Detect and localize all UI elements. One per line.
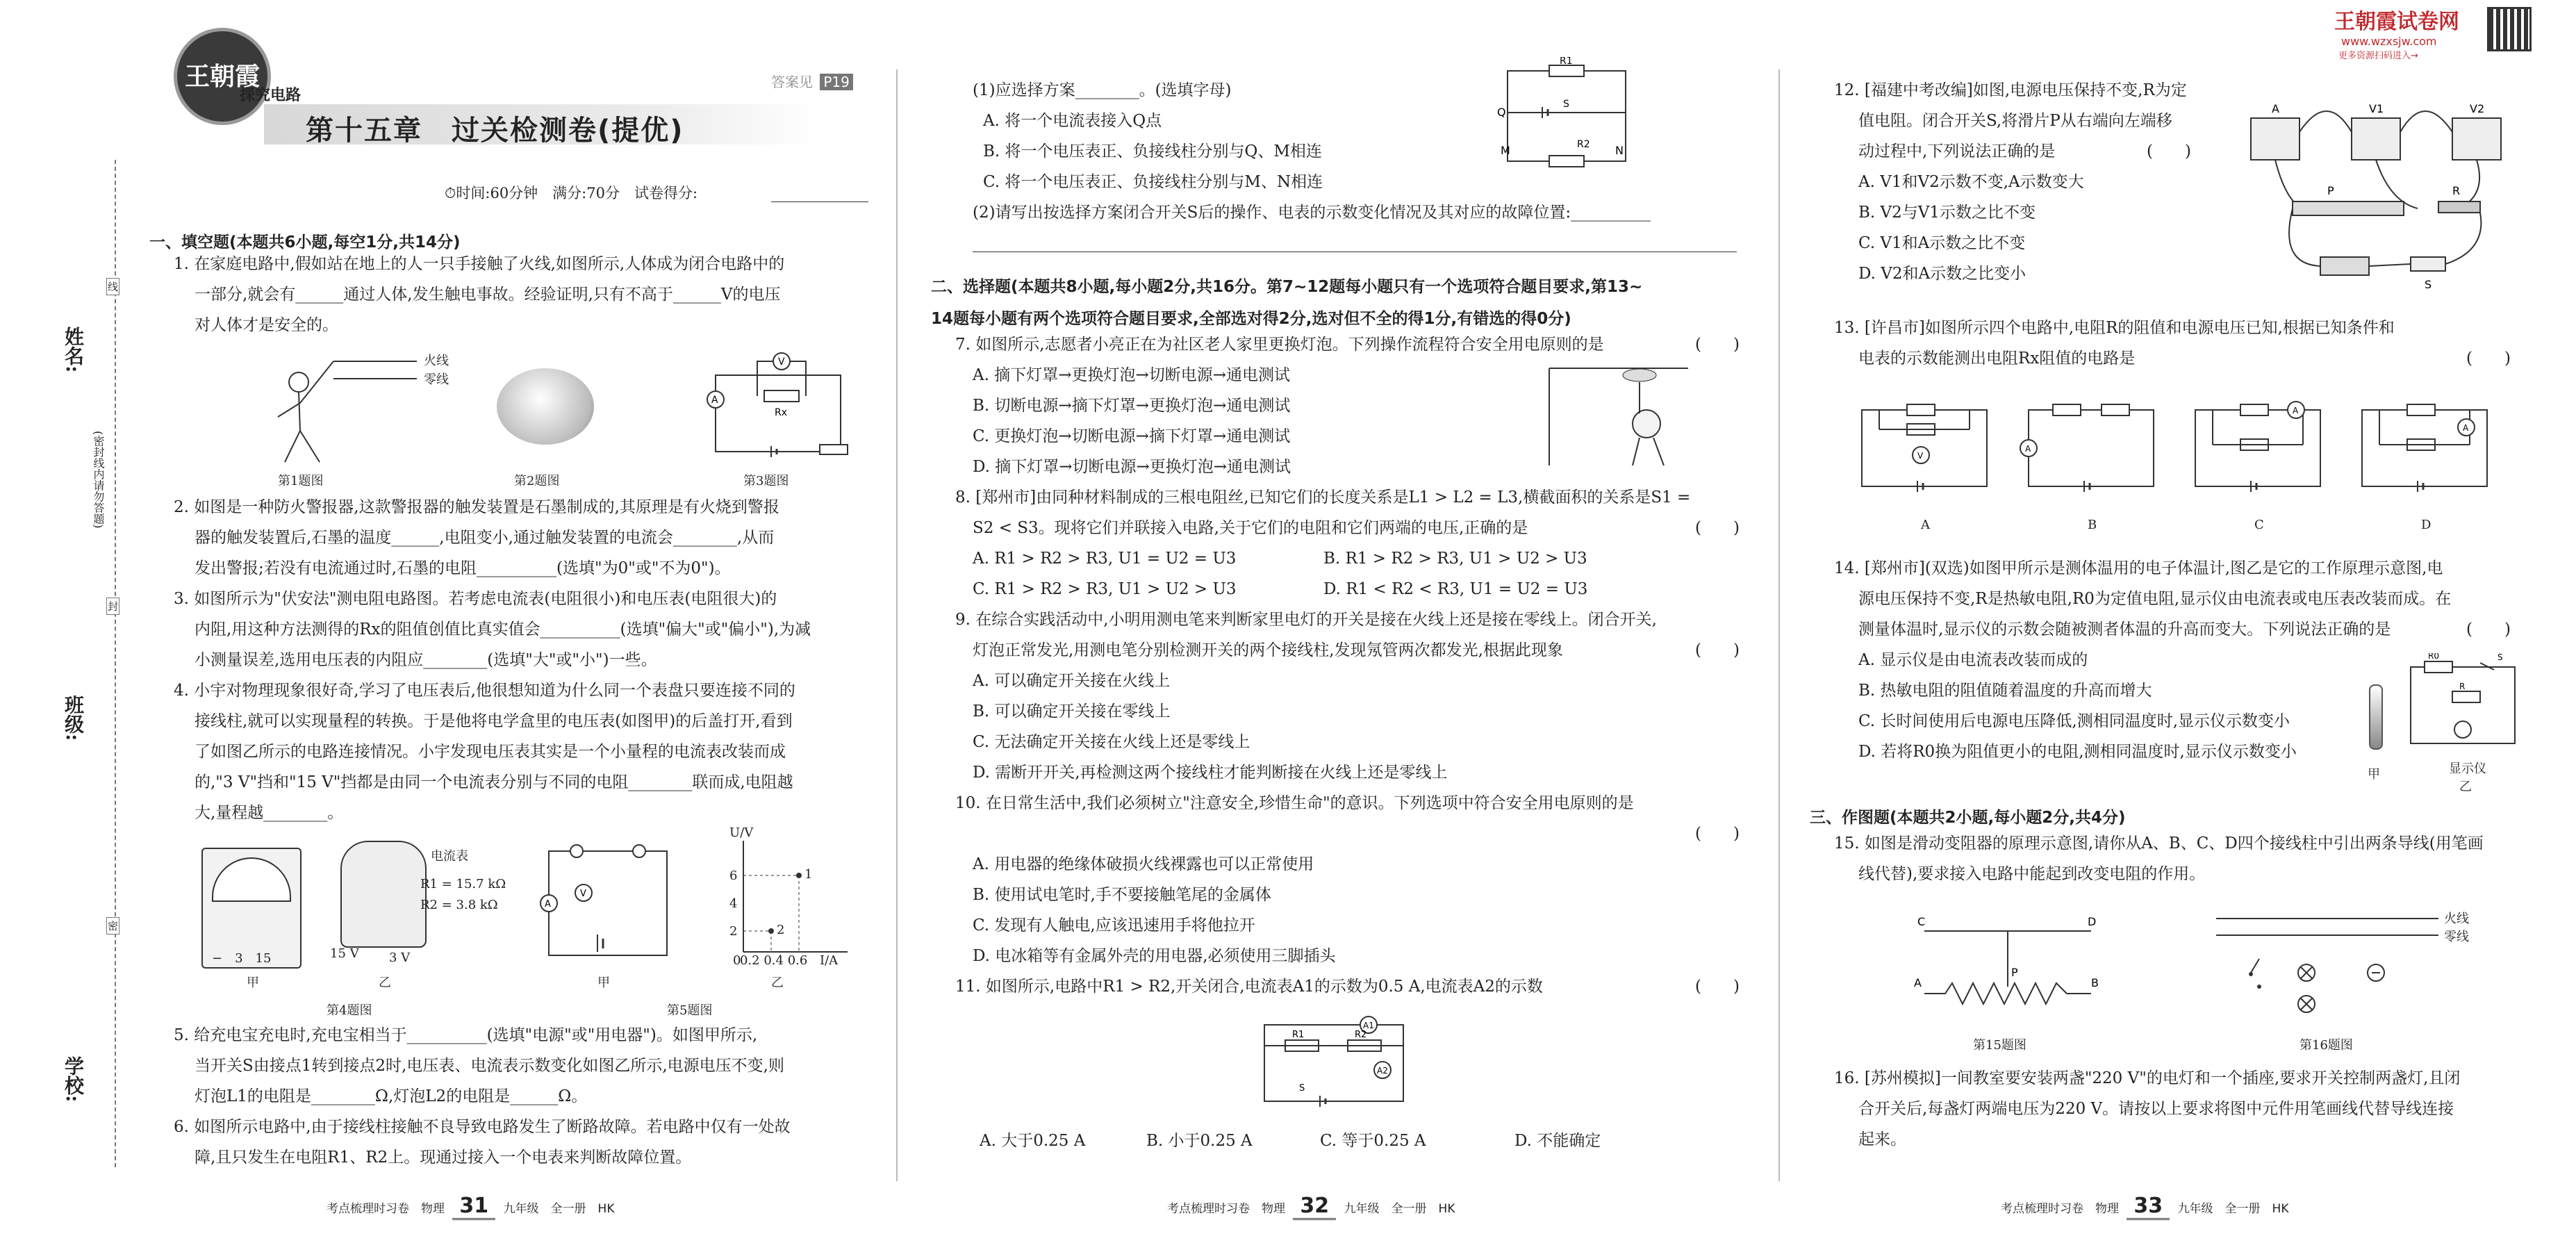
q7-option-b: B. 切断电源→摘下灯罩→更换灯泡→通电测试 — [973, 397, 1291, 415]
svg-text:M: M — [1501, 144, 1510, 157]
q14-line3: 测量体温时,显示仪的示数会随被测者体温的升高而变大。下列说法正确的是 — [1858, 620, 2391, 639]
svg-text:N: N — [1615, 144, 1624, 157]
q11-answer-paren[interactable]: ( ) — [1695, 978, 1740, 996]
fig2-smoke-detector — [497, 368, 594, 445]
q6-circuit — [1494, 57, 1646, 175]
fig5-origin: 0 — [733, 953, 741, 968]
footer-32-left: 考点梳理时习卷 物理 — [1167, 1202, 1285, 1216]
q12-line2: 值电阻。闭合开关S,将滑片P从右端向左端移 — [1858, 112, 2172, 130]
q10-stem: 10. 在日常生活中,我们必须树立"注意安全,珍惜生命"的意识。下列选项中符合安全用电原则的是 — [955, 794, 1634, 812]
q7-option-a: A. 摘下灯罩→更换灯泡→切断电源→通电测试 — [973, 366, 1291, 384]
q14-answer-paren[interactable]: ( ) — [2466, 620, 2511, 639]
svg-text:R2: R2 — [1577, 139, 1590, 150]
fig4-caption: 第4题图 — [327, 1003, 372, 1018]
fig4-label-r1: R1 = 15.7 kΩ — [420, 877, 506, 891]
q12-option-b: B. V2与V1示数之比不变 — [1858, 204, 2036, 222]
footer-32-right: 九年级 全一册 HK — [1344, 1202, 1455, 1216]
site-title: 王朝霞试卷网 — [2334, 10, 2459, 34]
q7-option-c: C. 更换灯泡→切断电源→摘下灯罩→通电测试 — [973, 427, 1291, 445]
page-number-32: 32 — [1293, 1194, 1336, 1220]
q8-answer-paren[interactable]: ( ) — [1695, 519, 1740, 537]
q2-line1: 2. 如图是一种防火警报器,这款警报器的触发装置是石墨制成的,其原理是有火烧到警报 — [174, 498, 779, 516]
answer-ref-label: 答案见 — [771, 74, 813, 90]
fig1-caption: 第1题图 — [278, 474, 324, 488]
class-label: 班级: — [62, 695, 85, 741]
q6-part1: (1)应选择方案________。(选填字母) — [973, 81, 1232, 99]
q10-option-c: C. 发现有人触电,应该迅速用手将他拉开 — [973, 916, 1255, 935]
q10-option-b: B. 使用试电笔时,手不要接触笔尾的金属体 — [973, 886, 1271, 904]
q14-option-a: A. 显示仪是由电流表改装而成的 — [1858, 651, 2088, 669]
q12-circuit-figure — [2237, 90, 2529, 292]
fig5-y2: 2 — [729, 924, 738, 939]
q7-figure-person-lamp — [1542, 361, 1695, 466]
footer-33-left: 考点梳理时习卷 物理 — [2001, 1202, 2119, 1216]
svg-text:P: P — [2327, 184, 2334, 197]
q4-line5: 大,量程越________。 — [195, 804, 344, 822]
school-label: 学校: — [62, 1056, 85, 1103]
svg-text:S: S — [2425, 278, 2432, 291]
q3-line2: 内阻,用这种方法测得的Rx的阻值创值比真实值会__________(选填"偏大"或"偏小"),为减 — [195, 620, 811, 639]
q13-caption-b: B — [2088, 518, 2097, 532]
seal-mark-2: 封 — [106, 598, 119, 615]
answer-ref — [771, 71, 853, 91]
seal-mark-3: 密 — [106, 917, 119, 935]
svg-text:V2: V2 — [2470, 102, 2485, 115]
fig5-y6: 6 — [729, 869, 738, 883]
q14-option-b: B. 热敏电阻的阻值随着温度的升高而增大 — [1858, 682, 2152, 700]
q16-label-neutral: 零线 — [2444, 930, 2469, 944]
q7-answer-paren[interactable]: ( ) — [1695, 336, 1740, 354]
fig5-ylabel: U/V — [729, 825, 754, 840]
section-fill-heading: 一、填空题(本题共6小题,每空1分,共14分) — [149, 233, 461, 252]
fig4-caption-yi: 乙 — [379, 976, 391, 990]
fig5-caption-jia: 甲 — [597, 976, 610, 990]
page-number-31: 31 — [452, 1194, 495, 1220]
q5-line2: 当开关S由接点1转到接点2时,电压表、电流表示数变化如图乙所示,电源电压不变,则 — [195, 1057, 784, 1075]
fig1-person-circuit — [257, 347, 438, 466]
q13-circuit-c — [2185, 389, 2331, 500]
seal-line — [115, 160, 116, 1167]
q14-option-c: C. 长时间使用后电源电压降低,测相同温度时,显示仪示数变小 — [1858, 712, 2290, 730]
svg-text:A1: A1 — [1363, 1021, 1374, 1030]
svg-text:R2: R2 — [1355, 1030, 1367, 1040]
fig4-label-3v: 3 V — [389, 950, 411, 965]
svg-text:P: P — [2011, 966, 2018, 979]
q6-part2: (2)请写出按选择方案闭合开关S后的操作、电表的示数变化情况及其对应的故障位置:__________ — [973, 204, 1651, 222]
svg-text:Rx: Rx — [775, 407, 788, 418]
q1-line1: 1. 在家庭电路中,假如站在地上的人一只手接触了火线,如图所示,人体成为闭合电路中的 — [174, 255, 785, 273]
q12-option-d: D. V2和A示数之比变小 — [1858, 265, 2026, 283]
q14-caption-yi: 乙 — [2459, 780, 2472, 794]
fig5-xlabel: I/A — [820, 953, 839, 968]
svg-text:V: V — [1917, 451, 1924, 461]
q16-line1: 16. [苏州模拟]一间教室要安装两盏"220 V"的电灯和一个插座,要求开关控制两盏灯,且闭 — [1834, 1069, 2461, 1087]
fig3-voltammeter-circuit — [702, 347, 861, 459]
fig2-caption: 第2题图 — [514, 474, 560, 488]
fig5-point2: 2 — [777, 923, 785, 937]
site-slogan: 更多资源扫码进入→ — [2338, 51, 2418, 61]
q16-line3: 起来。 — [1858, 1130, 1906, 1149]
svg-text:A: A — [2293, 406, 2299, 415]
footer-33-right: 九年级 全一册 HK — [2177, 1202, 2289, 1216]
q9-option-b: B. 可以确定开关接在零线上 — [973, 702, 1171, 721]
logo-text: 王朝霞 — [184, 62, 260, 91]
q5-line3: 灯泡L1的电阻是________Ω,灯泡L2的电阻是______Ω。 — [195, 1087, 588, 1105]
footer-page-33 — [2001, 1194, 2289, 1220]
svg-text:V: V — [580, 889, 586, 899]
svg-text:S: S — [1563, 99, 1569, 110]
svg-text:Q: Q — [1497, 106, 1506, 119]
q14-circuit — [2404, 653, 2522, 757]
q2-line3: 发出警报;若没有电流通过时,石墨的电阻__________(选填"为0"或"不为0")。 — [195, 559, 731, 577]
q4-line4: 的,"3 V"挡和"15 V"挡都是由同一个电流表分别与不同的电阻________联而成,电阻越 — [195, 773, 793, 791]
q15-rheostat[interactable] — [1904, 917, 2112, 1021]
svg-text:R1: R1 — [1292, 1030, 1305, 1040]
q12-answer-paren[interactable]: ( ) — [2147, 142, 2191, 160]
svg-text:V: V — [778, 356, 785, 368]
footer-31-left: 考点梳理时习卷 物理 — [327, 1202, 445, 1216]
q15-line2: 线代替),要求接入电路中能起到改变电阻的作用。 — [1858, 865, 2206, 883]
qr-code[interactable] — [2487, 7, 2532, 51]
q12-line1: 12. [福建中考改编]如图,电源电压保持不变,R为定 — [1834, 81, 2187, 99]
q8-line1: 8. [郑州市]由同种材料制成的三根电阻丝,已知它们的长度关系是L1 > L2 = L3,横截面积的关系是S1 = — [955, 488, 1691, 507]
fig4-caption-jia: 甲 — [247, 976, 259, 990]
q6-line2: 障,且只发生在电阻R1、R2上。现通过接入一个电表来判断故障位置。 — [195, 1149, 692, 1167]
q1-line2: 一部分,就会有______通过人体,发生触电事故。经验证明,只有不高于______V的电压 — [195, 286, 781, 304]
svg-text:S: S — [2497, 653, 2503, 662]
q13-answer-paren[interactable]: ( ) — [2466, 349, 2511, 368]
q4-line2: 接线柱,就可以实现量程的转换。于是他将电学盒里的电压表(如图甲)的后盖打开,看到 — [195, 712, 793, 730]
footer-31-right: 九年级 全一册 HK — [503, 1202, 615, 1216]
svg-text:C: C — [1917, 917, 1926, 928]
score-line[interactable] — [771, 201, 868, 202]
q14-line1: 14. [郑州市](双选)如图甲所示是测体温用的电子体温计,图乙是它的工作原理示意图,电 — [1834, 559, 2443, 577]
q16-label-live: 火线 — [2444, 912, 2469, 926]
logo-badge — [174, 28, 271, 125]
q8-line2: S2 < S3。现将它们并联接入电路,关于它们的电阻和它们两端的电压,正确的是 — [973, 519, 1528, 537]
q9-answer-paren[interactable]: ( ) — [1695, 641, 1740, 659]
svg-text:A: A — [1914, 976, 1922, 989]
q11-stem: 11. 如图所示,电路中R1 > R2,开关闭合,电流表A1的示数为0.5 A,电流表A2的示数 — [955, 978, 1543, 996]
fig1-label-live: 火线 — [424, 354, 449, 368]
fig4-label-15v: 15 V — [330, 946, 359, 961]
q11-option-c: C. 等于0.25 A — [1320, 1132, 1426, 1150]
q9-line1: 9. 在综合实践活动中,小明用测电笔来判断家里电灯的开关是接在火线上还是接在零线上。闭合开关, — [955, 611, 1657, 629]
q14-thermometer — [2369, 684, 2383, 750]
q9-option-c: C. 无法确定开关接在火线上还是零线上 — [973, 733, 1250, 751]
fig5-y4: 4 — [729, 896, 738, 911]
svg-text:A: A — [545, 899, 551, 909]
q3-line3: 小测量误差,选用电压表的内阻应________(选填"大"或"小")一些。 — [195, 651, 657, 669]
footer-page-31 — [327, 1194, 615, 1220]
q13-line1: 13. [许昌市]如图所示四个电路中,电阻R的阻值和电源电压已知,根据已知条件和 — [1834, 319, 2395, 337]
svg-text:S: S — [1299, 1083, 1305, 1094]
svg-text:R: R — [2459, 682, 2466, 691]
fig4-label-r2: R2 = 3.8 kΩ — [420, 898, 498, 912]
fig5-caption-yi: 乙 — [771, 976, 784, 990]
fig4-terminals: − 3 15 — [212, 951, 272, 966]
seal-mark-1: 线 — [106, 278, 119, 295]
page-title: 第十五章 过关检测卷(提优) — [306, 115, 684, 147]
fig1-label-neutral: 零线 — [424, 372, 449, 387]
q10-option-d: D. 电冰箱等有金属外壳的用电器,必须使用三脚插头 — [973, 947, 1336, 965]
footer-page-32 — [1167, 1194, 1455, 1220]
svg-text:V1: V1 — [2369, 102, 2384, 115]
svg-text:R1: R1 — [1560, 57, 1573, 67]
q14-line2: 源电压保持不变,R是热敏电阻,R0为定值电阻,显示仪由电流表或电压表改装而成。在 — [1858, 590, 2452, 608]
fig5-circuit — [535, 837, 674, 962]
q11-option-b: B. 小于0.25 A — [1146, 1132, 1253, 1150]
q7-stem: 7. 如图所示,志愿者小亮正在为社区老人家里更换灯泡。下列操作流程符合安全用电原则的是 — [955, 336, 1604, 354]
q11-circuit — [1250, 1011, 1424, 1115]
q9-line2: 灯泡正常发光,用测电笔分别检测开关的两个接线柱,发现氖管两次都发光,根据此现象 — [973, 641, 1563, 659]
page-number-33: 33 — [2127, 1194, 2170, 1220]
q6-option-b: B. 将一个电压表正、负接线柱分别与Q、M相连 — [983, 142, 1322, 160]
exam-meta: ⏱时间:60分钟 满分:70分 试卷得分: — [445, 185, 698, 201]
q11-option-a: A. 大于0.25 A — [980, 1132, 1086, 1150]
answer-page-badge[interactable]: P19 — [820, 74, 853, 90]
q13-circuit-b — [2018, 389, 2164, 500]
q14-caption-display: 显示仪 — [2449, 762, 2486, 776]
q12-option-c: C. V1和A示数之比不变 — [1858, 234, 2026, 252]
svg-text:A: A — [2025, 444, 2031, 454]
q6-line1: 6. 如图所示电路中,由于接线柱接触不良导致电路发生了断路故障。若电路中仅有一处故 — [174, 1118, 791, 1136]
q13-caption-c: C — [2254, 518, 2264, 532]
q8-option-b: B. R1 > R2 > R3, U1 > U2 > U3 — [1323, 550, 1587, 568]
q14-caption-jia: 甲 — [2368, 767, 2380, 782]
q13-caption-a: A — [1921, 518, 1930, 532]
q8-option-a: A. R1 > R2 > R3, U1 = U2 = U3 — [973, 550, 1237, 568]
svg-text:B: B — [2091, 976, 2099, 989]
q13-line2: 电表的示数能测出电阻Rx阻值的电路是 — [1858, 349, 2136, 368]
page-divider-2 — [1778, 69, 1780, 1181]
section-draw-heading: 三、作图题(本题共2小题,每小题2分,共4分) — [1810, 809, 2126, 827]
q15-caption: 第15题图 — [1973, 1038, 2026, 1053]
fig5-graph — [723, 834, 854, 966]
q5-line1: 5. 给充电宝充电时,充电宝相当于__________(选填"电源"或"用电器")。如图甲所示, — [174, 1026, 758, 1044]
q8-option-d: D. R1 < R2 < R3, U1 = U2 = U3 — [1323, 580, 1588, 598]
seal-notice: (密封线内请勿答题) — [92, 431, 105, 529]
fig5-xticks: 0.2 0.4 0.6 — [740, 953, 808, 968]
fig4-label-ammeter: 电流表 — [431, 849, 468, 864]
q16-line2: 合开关后,每盏灯两端电压为220 V。请按以上要求将图中元件用笔画线代替导线连接 — [1858, 1100, 2454, 1118]
q1-line3: 对人体才是安全的。 — [195, 316, 338, 334]
q9-option-a: A. 可以确定开关接在火线上 — [973, 672, 1171, 690]
svg-text:A: A — [2272, 102, 2279, 115]
header-tag: 探究电路 — [240, 86, 302, 104]
fig5-point1: 1 — [804, 867, 813, 882]
svg-text:R0: R0 — [2428, 653, 2439, 661]
page-divider-1 — [896, 69, 898, 1181]
q11-option-d: D. 不能确定 — [1514, 1132, 1601, 1150]
q12-option-a: A. V1和V2示数不变,A示数变大 — [1858, 173, 2084, 191]
q15-line1: 15. 如图是滑动变阻器的原理示意图,请你从A、B、C、D四个接线柱中引出两条导线(用笔画 — [1834, 834, 2484, 853]
svg-text:A: A — [711, 395, 718, 406]
svg-text:A2: A2 — [1377, 1066, 1388, 1076]
name-label: 姓名: — [62, 327, 85, 373]
q4-line1: 4. 小宇对物理现象很好奇,学习了电压表后,他很想知道为什么同一个表盘只要连接不同的 — [174, 682, 795, 700]
svg-text:D: D — [2088, 917, 2097, 928]
q12-line3: 动过程中,下列说法正确的是 — [1858, 142, 2056, 160]
q6-option-c: C. 将一个电压表正、负接线柱分别与M、N相连 — [983, 173, 1323, 191]
fig3-caption: 第3题图 — [743, 474, 789, 488]
section-choice-heading: 二、选择题(本题共8小题,每小题2分,共16分。第7~12题每小题只有一个选项符合题目要求,第13~ — [931, 278, 1643, 296]
q7-option-d: D. 摘下灯罩→切断电源→更换灯泡→通电测试 — [973, 458, 1291, 476]
q3-line1: 3. 如图所示为"伏安法"测电阻电路图。若考虑电流表(电阻很小)和电压表(电阻很大)的 — [174, 590, 777, 608]
q10-option-a: A. 用电器的绝缘体破损火线裸露也可以正常使用 — [973, 855, 1314, 873]
q10-answer-paren[interactable]: ( ) — [1695, 825, 1740, 843]
q16-caption: 第16题图 — [2300, 1038, 2353, 1053]
svg-text:A: A — [2463, 423, 2469, 433]
q13-circuit-d — [2352, 389, 2497, 500]
section-choice-heading-2: 14题每小题有两个选项符合题目要求,全部选对得2分,选对但不全的得1分,有错选的得0分) — [931, 310, 1571, 328]
q4-line3: 了如图乙所示的电路连接情况。小宇发现电压表其实是一个小量程的电流表改装而成 — [195, 743, 786, 761]
q8-option-c: C. R1 > R2 > R3, U1 > U2 > U3 — [973, 580, 1237, 598]
q13-caption-d: D — [2421, 518, 2431, 532]
svg-text:R: R — [2452, 184, 2461, 197]
q9-option-d: D. 需断开开关,再检测这两个接线柱才能判断接在火线上还是零线上 — [973, 764, 1448, 782]
fig5-caption: 第5题图 — [667, 1003, 713, 1018]
q6-option-a: A. 将一个电流表接入Q点 — [983, 112, 1162, 130]
q13-circuit-a — [1851, 389, 1997, 500]
q2-line2: 器的触发装置后,石墨的温度______,电阻变小,通过触发装置的电流会________,从而 — [195, 529, 775, 547]
site-url: www.wzxsjw.com — [2341, 35, 2437, 48]
q14-option-d: D. 若将R0换为阻值更小的电阻,测相同温度时,显示仪示数变小 — [1858, 743, 2297, 761]
q16-wiring-figure[interactable] — [2202, 910, 2466, 1028]
fig4-voltmeter-back — [340, 841, 427, 948]
